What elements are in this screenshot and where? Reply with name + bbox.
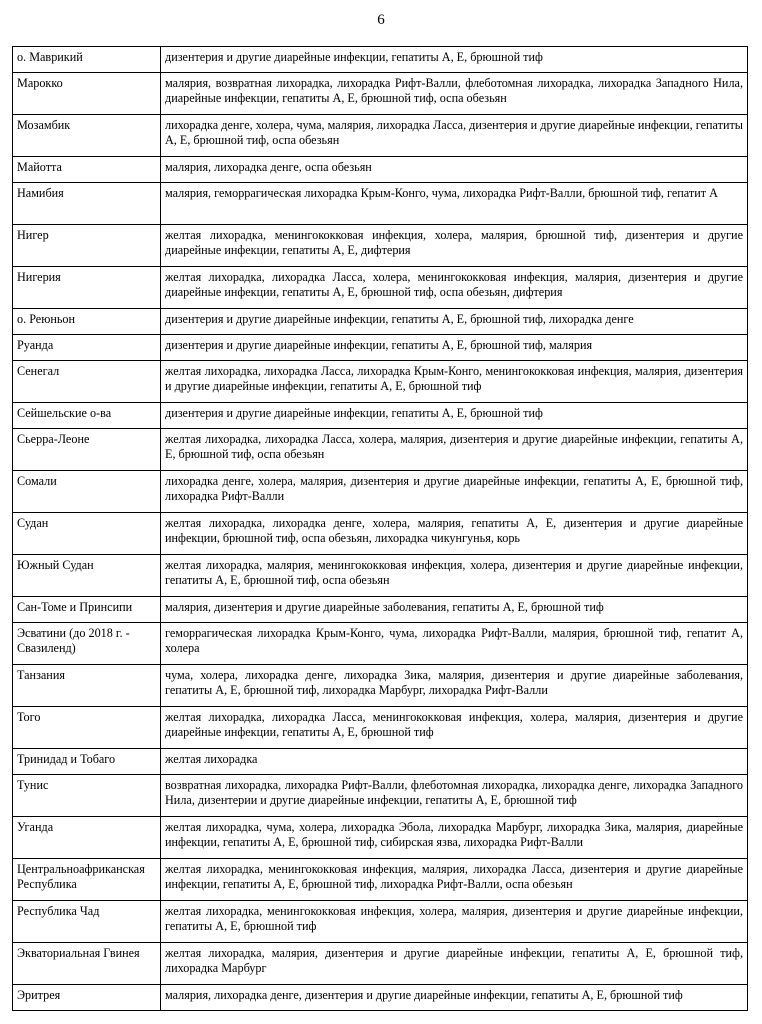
country-cell: Уганда xyxy=(13,817,161,859)
country-cell: Сьерра-Леоне xyxy=(13,429,161,471)
table-row xyxy=(13,157,748,183)
country-cell: о. Маврикий xyxy=(13,47,161,73)
country-cell: Сомали xyxy=(13,471,161,513)
country-cell: Сейшельские о-ва xyxy=(13,403,161,429)
table-row xyxy=(13,775,748,817)
table-row xyxy=(13,361,748,403)
table-row xyxy=(13,183,748,225)
country-cell: Эритрея xyxy=(13,985,161,1011)
diseases-cell: желтая лихорадка, лихорадка Ласса, менингококковая инфекция, холера, малярия, дизентерия и другие диарейные инфекции, гепатиты А, Е, брюшной тиф xyxy=(161,707,748,749)
table-row xyxy=(13,267,748,309)
country-cell: Южный Судан xyxy=(13,555,161,597)
country-cell: Намибия xyxy=(13,183,161,225)
diseases-cell: чума, холера, лихорадка денге, лихорадка Зика, малярия, дизентерия и другие диарейные заболевания, гепатиты А, Е, брюшной тиф, лихорадка Марбург, лихорадка Рифт-Валли xyxy=(161,665,748,707)
table-row xyxy=(13,471,748,513)
table-row xyxy=(13,859,748,901)
diseases-cell: желтая лихорадка, менингококковая инфекция, холера, малярия, брюшной тиф, дизентерия и другие диарейные инфекции, гепатиты А, Е, дифтерия xyxy=(161,225,748,267)
diseases-cell: возвратная лихорадка, лихорадка Рифт-Валли, флеботомная лихорадка, лихорадка денге, лихорадка Западного Нила, дизентерии и другие диарейные инфекции, гепатиты А, Е, брюшной тиф xyxy=(161,775,748,817)
country-cell: Нигер xyxy=(13,225,161,267)
country-cell: Руанда xyxy=(13,335,161,361)
diseases-cell: желтая лихорадка, менингококковая инфекция, малярия, лихорадка Ласса, дизентерия и другие диарейные инфекции, гепатиты А, Е, брюшной тиф, лихорадка Рифт-Валли, оспа обезьян xyxy=(161,859,748,901)
country-cell: Судан xyxy=(13,513,161,555)
country-cell: Марокко xyxy=(13,73,161,115)
diseases-cell: малярия, лихорадка денге, оспа обезьян xyxy=(161,157,748,183)
diseases-cell: желтая лихорадка, лихорадка Ласса, холера, малярия, дизентерия и другие диарейные инфекции, гепатиты А, Е, брюшной тиф, оспа обезьян xyxy=(161,429,748,471)
country-cell: Нигерия xyxy=(13,267,161,309)
country-cell: о. Реюньон xyxy=(13,309,161,335)
diseases-cell: желтая лихорадка, лихорадка Ласса, холера, менингококковая инфекция, малярия, дизентерия и другие диарейные инфекции, гепатиты А, Е, брюшной тиф, оспа обезьян, дифтерия xyxy=(161,267,748,309)
diseases-cell: лихорадка денге, холера, малярия, дизентерия и другие диарейные инфекции, гепатиты А, Е, брюшной тиф, лихорадка Рифт-Валли xyxy=(161,471,748,513)
diseases-cell: желтая лихорадка, малярия, дизентерия и другие диарейные инфекции, гепатиты А, Е, брюшной тиф, лихорадка Марбург xyxy=(161,943,748,985)
country-cell: Тунис xyxy=(13,775,161,817)
table-row xyxy=(13,73,748,115)
country-cell: Того xyxy=(13,707,161,749)
diseases-cell: малярия, дизентерия и другие диарейные заболевания, гепатиты А, Е, брюшной тиф xyxy=(161,597,748,623)
country-cell: Республика Чад xyxy=(13,901,161,943)
table-row xyxy=(13,513,748,555)
diseases-cell: малярия, геморрагическая лихорадка Крым-Конго, чума, лихорадка Рифт-Валли, брюшной тиф, гепатит А xyxy=(161,183,748,225)
country-cell: Майотта xyxy=(13,157,161,183)
table-row xyxy=(13,665,748,707)
table-row xyxy=(13,403,748,429)
diseases-cell: малярия, возвратная лихорадка, лихорадка Рифт-Валли, флеботомная лихорадка, лихорадка Западного Нила, диарейные инфекции, гепатиты А, Е, брюшной тиф, оспа обезьян xyxy=(161,73,748,115)
country-cell: Сенегал xyxy=(13,361,161,403)
table-row xyxy=(13,707,748,749)
country-cell: Мозамбик xyxy=(13,115,161,157)
diseases-cell: желтая лихорадка, лихорадка Ласса, лихорадка Крым-Конго, менингококковая инфекция, малярия, дизентерия и другие диарейные инфекции, гепатиты А, Е, брюшной тиф xyxy=(161,361,748,403)
country-cell: Экваториальная Гвинея xyxy=(13,943,161,985)
diseases-cell: дизентерия и другие диарейные инфекции, гепатиты А, Е, брюшной тиф xyxy=(161,47,748,73)
diseases-cell: желтая лихорадка xyxy=(161,749,748,775)
diseases-cell: малярия, лихорадка денге, дизентерия и другие диарейные инфекции, гепатиты А, Е, брюшной тиф xyxy=(161,985,748,1011)
table-row xyxy=(13,309,748,335)
disease-table xyxy=(12,46,748,1011)
table-row xyxy=(13,429,748,471)
table-row xyxy=(13,985,748,1011)
diseases-cell: желтая лихорадка, малярия, менингококковая инфекция, холера, дизентерия и другие диарейные инфекции, гепатиты А, Е, брюшной тиф, оспа обезьян xyxy=(161,555,748,597)
country-cell: Эсватини (до 2018 г. - Свазиленд) xyxy=(13,623,161,665)
diseases-cell: желтая лихорадка, лихорадка денге, холера, малярия, гепатиты А, Е, дизентерия и другие диарейные инфекции, брюшной тиф, оспа обезьян, лихорадка чикунгунья, корь xyxy=(161,513,748,555)
diseases-cell: дизентерия и другие диарейные инфекции, гепатиты А, Е, брюшной тиф, лихорадка денге xyxy=(161,309,748,335)
country-cell: Тринидад и Тобаго xyxy=(13,749,161,775)
table-row xyxy=(13,225,748,267)
diseases-cell: лихорадка денге, холера, чума, малярия, лихорадка Ласса, дизентерия и другие диарейные инфекции, гепатиты А, Е, брюшной тиф, оспа обезьян xyxy=(161,115,748,157)
country-cell: Центральноафриканская Республика xyxy=(13,859,161,901)
table-row xyxy=(13,623,748,665)
diseases-cell: желтая лихорадка, менингококковая инфекция, холера, малярия, дизентерия и другие диарейные инфекции, гепатиты А, Е, брюшной тиф xyxy=(161,901,748,943)
country-cell: Сан-Томе и Принсипи xyxy=(13,597,161,623)
table-row xyxy=(13,817,748,859)
diseases-cell: желтая лихорадка, чума, холера, лихорадка Эбола, лихорадка Марбург, лихорадка Зика, малярия, диарейные инфекции, гепатиты А, Е, брюшной тиф, сибирская язва, лихорадка Рифт-Валли xyxy=(161,817,748,859)
page-number: 6 xyxy=(377,12,385,28)
table-row xyxy=(13,115,748,157)
table-row xyxy=(13,555,748,597)
table-row xyxy=(13,749,748,775)
diseases-cell: дизентерия и другие диарейные инфекции, гепатиты А, Е, брюшной тиф, малярия xyxy=(161,335,748,361)
table-row xyxy=(13,901,748,943)
country-cell: Танзания xyxy=(13,665,161,707)
table-row xyxy=(13,335,748,361)
table-row xyxy=(13,943,748,985)
diseases-cell: дизентерия и другие диарейные инфекции, гепатиты А, Е, брюшной тиф xyxy=(161,403,748,429)
table-row xyxy=(13,597,748,623)
table-row xyxy=(13,47,748,73)
diseases-cell: геморрагическая лихорадка Крым-Конго, чума, лихорадка Рифт-Валли, малярия, брюшной тиф, гепатит А, холера xyxy=(161,623,748,665)
